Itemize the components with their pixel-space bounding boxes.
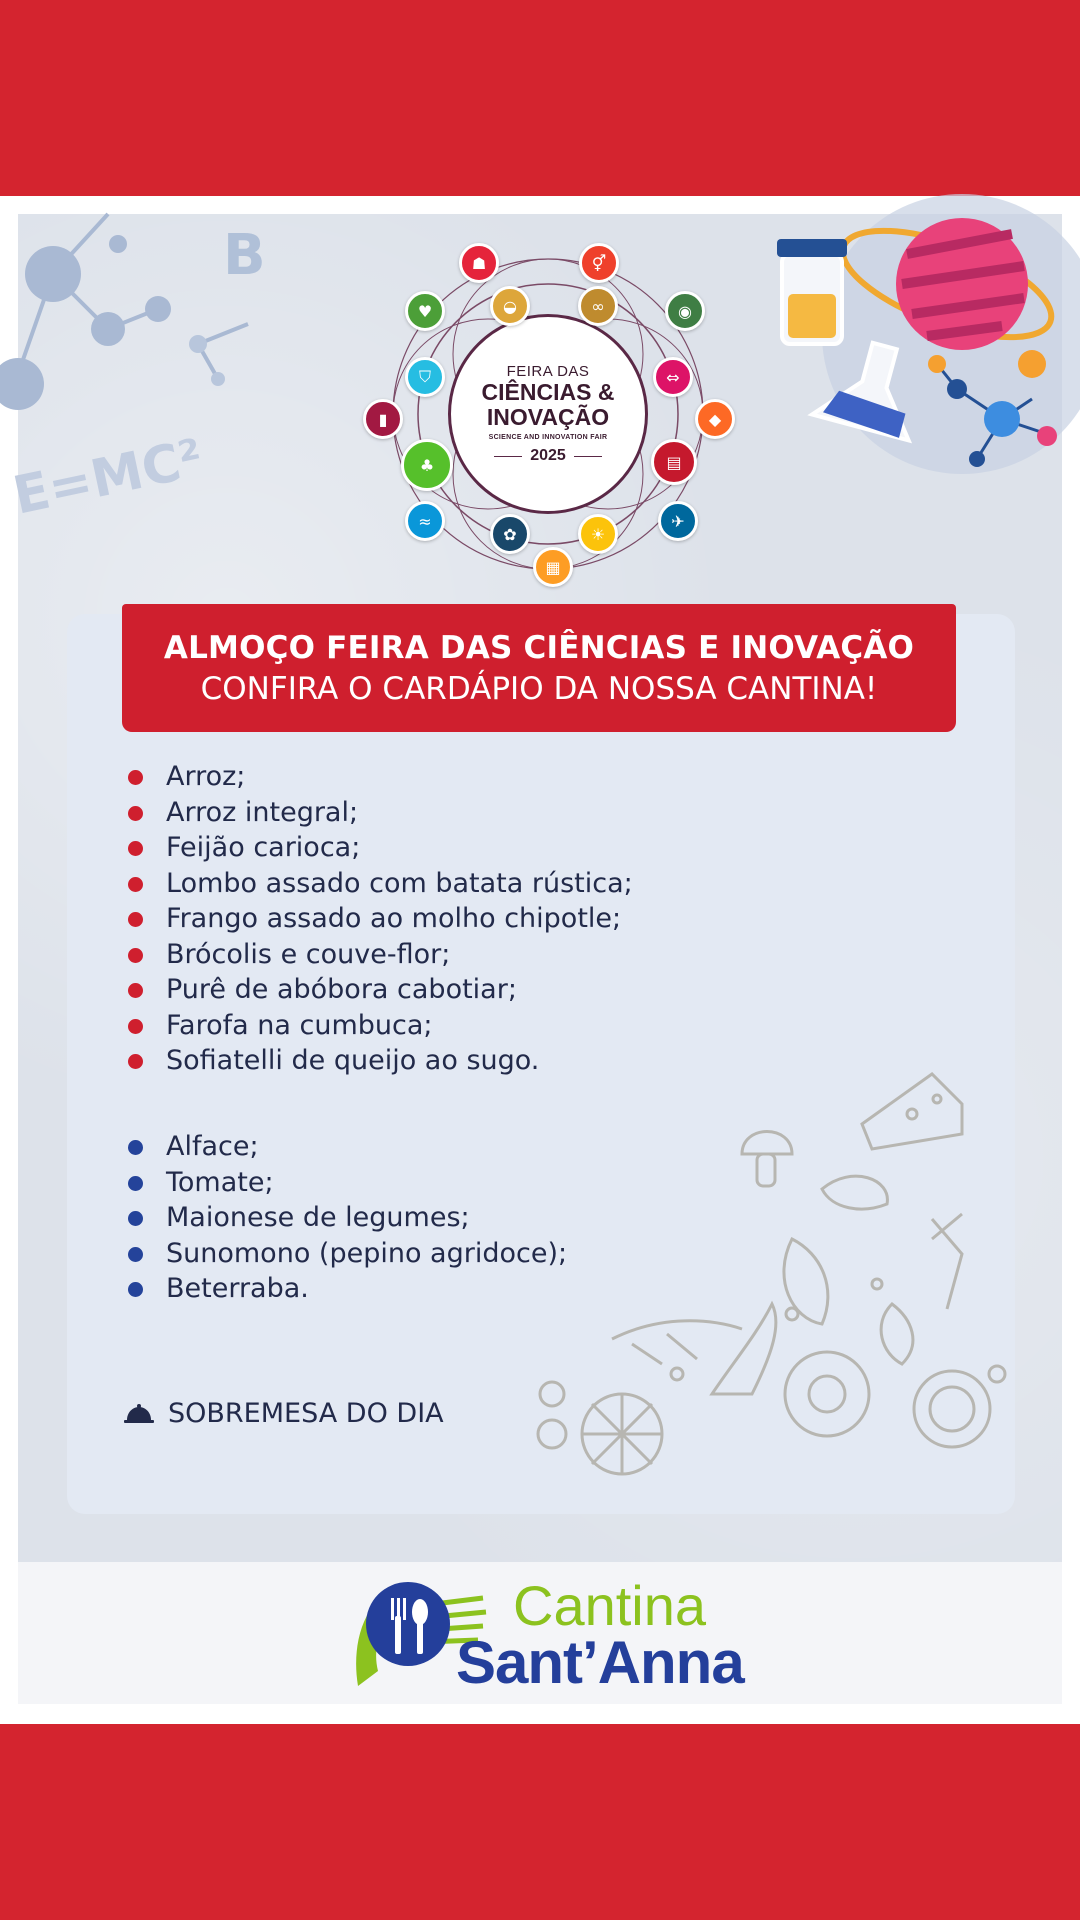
sdg-climate-icon: ♣ [401, 439, 453, 491]
divider [494, 456, 522, 457]
molecule-decoration-left [8, 214, 266, 574]
list-item: Feijão carioca; [128, 830, 633, 866]
list-item: Purê de abóbora cabotiar; [128, 972, 633, 1008]
salad-list [128, 1129, 567, 1307]
bullet [128, 1140, 143, 1155]
list-item: Brócolis e couve-flor; [128, 937, 633, 973]
formula-decoration: E=MC² [8, 428, 209, 527]
bullet [128, 877, 143, 892]
list-item: Farofa na cumbuca; [128, 1008, 633, 1044]
sdg-health-icon: ♥ [405, 291, 445, 331]
bullet [128, 1176, 143, 1191]
sdg-growth-icon: ▮ [363, 399, 403, 439]
menu-title: ALMOÇO FEIRA DAS CIÊNCIAS E INOVAÇÃO [163, 630, 915, 666]
food-sketch-decoration [492, 1064, 1012, 1484]
dessert-label: SOBREMESA DO DIA [168, 1398, 444, 1429]
bullet [128, 912, 143, 927]
bullet [128, 806, 143, 821]
list-item: Alface; [128, 1129, 567, 1165]
list-item: Arroz integral; [128, 795, 633, 831]
logo-year-row [494, 447, 602, 465]
bullet [128, 770, 143, 785]
sdg-industry-icon: ◆ [695, 399, 735, 439]
bullet [128, 1282, 143, 1297]
list-item: Sunomono (pepino agridoce); [128, 1236, 567, 1272]
dessert-line [124, 1398, 444, 1429]
science-decoration-right [762, 214, 1062, 474]
list-item: Beterraba. [128, 1271, 567, 1307]
sdg-city-icon: ▦ [533, 547, 573, 587]
menu-title-band [122, 604, 956, 732]
brand-name-bottom: Sant’Anna [456, 1629, 744, 1696]
cloche-icon [124, 1403, 154, 1425]
fair-logo-center [448, 314, 648, 514]
logo-line-3: INOVAÇÃO [486, 404, 610, 430]
bullet [128, 1054, 143, 1069]
cantina-brand [348, 1576, 768, 1696]
sdg-energy-icon: ✿ [490, 514, 530, 554]
menu-subtitle: CONFIRA O CARDÁPIO DA NOSSA CANTINA! [200, 671, 878, 707]
sdg-hunger-icon: ◒ [490, 286, 530, 326]
logo-line-1: FEIRA DAS [506, 363, 590, 380]
list-item: Arroz; [128, 759, 633, 795]
sdg-poverty-icon: ☗ [459, 243, 499, 283]
list-item: Lombo assado com batata rústica; [128, 866, 633, 902]
main-dishes-list [128, 759, 633, 1079]
bullet [128, 948, 143, 963]
list-item: Frango assado ao molho chipotle; [128, 901, 633, 937]
sdg-land-icon: ◉ [665, 291, 705, 331]
letter-b-decoration: B [223, 223, 266, 288]
fair-logo [363, 229, 733, 599]
bullet [128, 841, 143, 856]
brand-name-top: Cantina [513, 1574, 707, 1637]
divider [574, 456, 602, 457]
sdg-inequality-icon: ⇔ [653, 357, 693, 397]
bullet [128, 1247, 143, 1262]
bullet [128, 1019, 143, 1034]
bullet [128, 1211, 143, 1226]
list-item: Maionese de legumes; [128, 1200, 567, 1236]
sdg-gender-icon: ⚥ [579, 243, 619, 283]
logo-subtitle: SCIENCE AND INNOVATION FAIR [488, 434, 608, 441]
logo-line-2: CIÊNCIAS & [481, 379, 615, 405]
sdg-water-icon: ⛉ [405, 357, 445, 397]
sdg-ocean-icon: ≈ [405, 501, 445, 541]
sdg-partnership-icon: ∞ [578, 286, 618, 326]
sdg-sun-icon: ☀ [578, 514, 618, 554]
list-item: Sofiatelli de queijo ao sugo. [128, 1043, 633, 1079]
bullet [128, 983, 143, 998]
list-item: Tomate; [128, 1165, 567, 1201]
sdg-peace-icon: ✈ [658, 501, 698, 541]
menu-poster [8, 214, 1062, 1704]
sdg-education-icon: ▤ [651, 439, 697, 485]
logo-year: 2025 [530, 447, 566, 464]
